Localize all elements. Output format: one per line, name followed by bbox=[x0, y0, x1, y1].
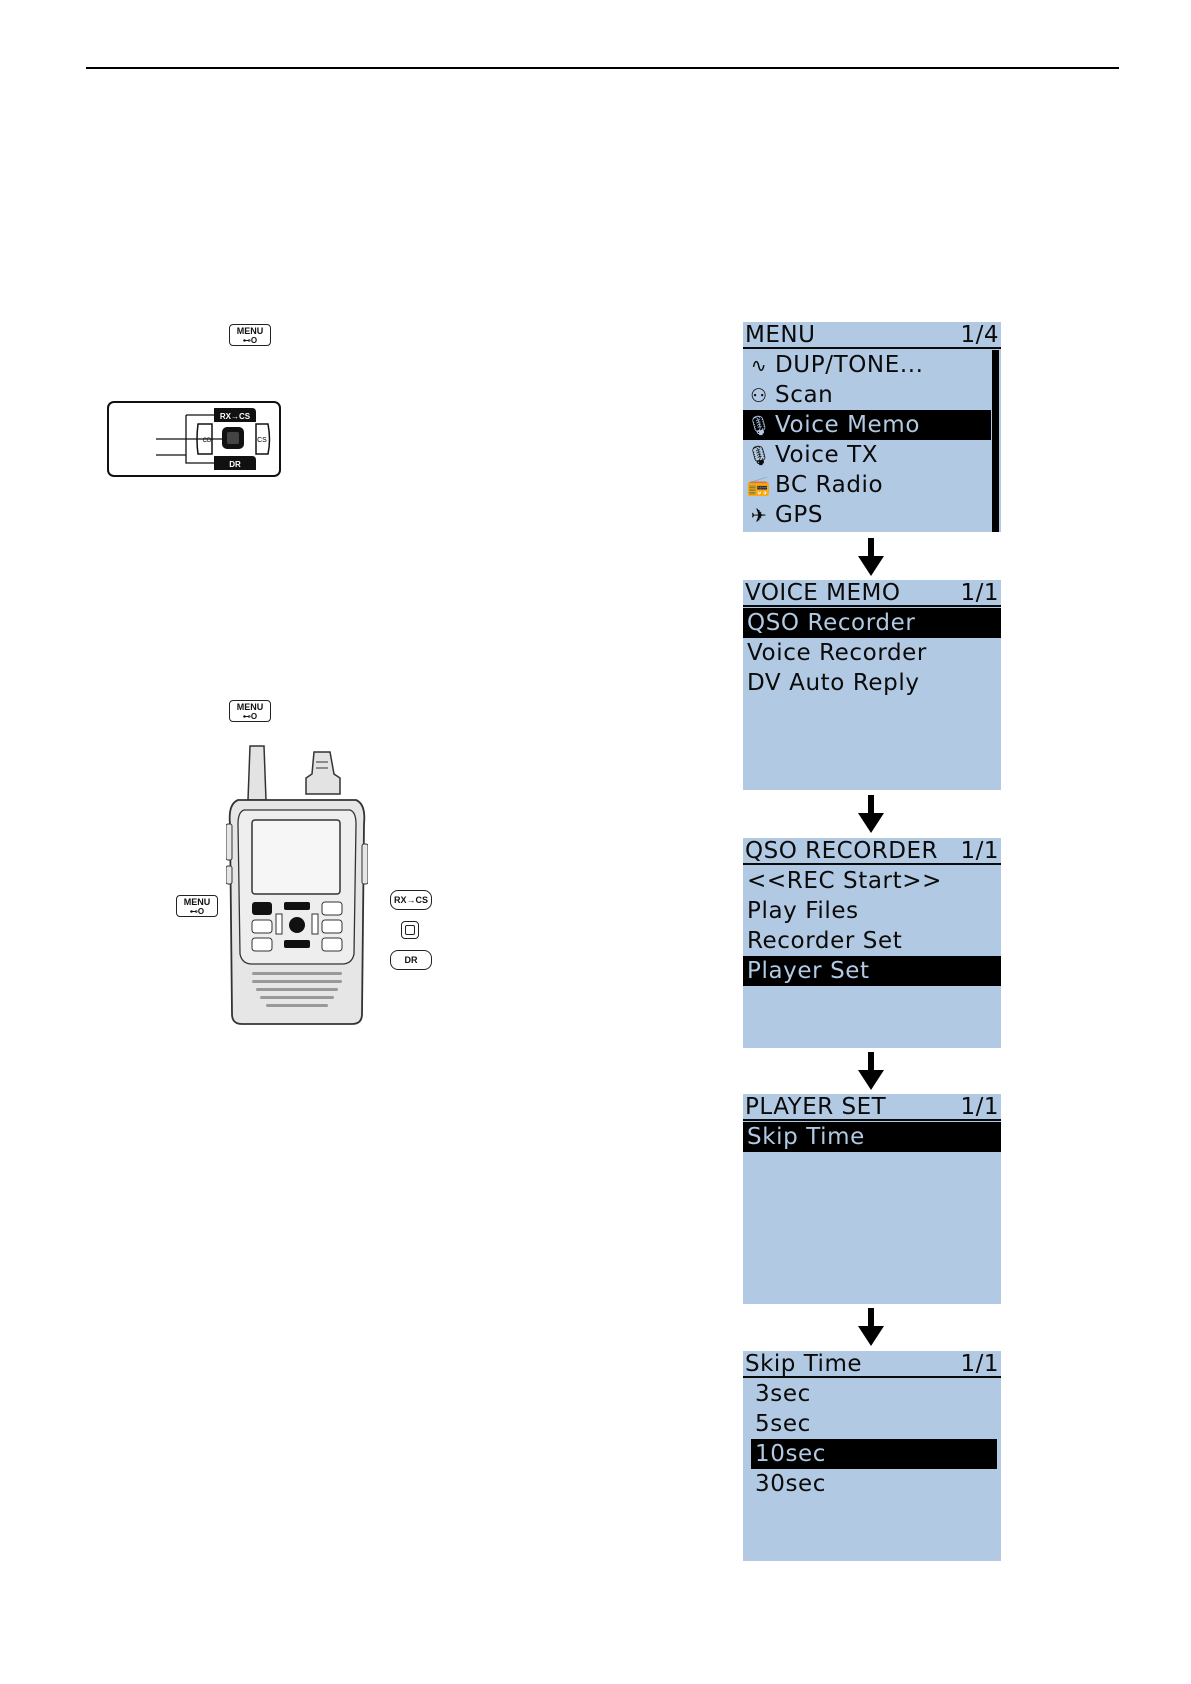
list-item-recorder-set[interactable] bbox=[743, 926, 1001, 956]
key-pad-illustration bbox=[106, 400, 282, 478]
menu-item-label: GPS bbox=[775, 502, 824, 528]
screen-title: MENU bbox=[745, 322, 816, 348]
menu-item-label: Voice Memo bbox=[775, 412, 920, 438]
list-item-player-set[interactable] bbox=[743, 956, 1001, 986]
menu-item-voice-tx[interactable] bbox=[743, 440, 991, 470]
menu-key-icon bbox=[229, 324, 271, 346]
scrollbar[interactable] bbox=[992, 350, 999, 532]
list-item-label: <<REC Start>> bbox=[747, 868, 942, 894]
menu-key-sublabel: ⊷O bbox=[242, 336, 258, 345]
menu-item-label: Voice TX bbox=[775, 442, 879, 468]
list-item-rec-start[interactable] bbox=[743, 866, 1001, 896]
list-item-label: Skip Time bbox=[747, 1124, 865, 1150]
list-item-qso-recorder[interactable] bbox=[743, 608, 1001, 638]
list-item-label: DV Auto Reply bbox=[747, 670, 920, 696]
list-item-label: QSO Recorder bbox=[747, 610, 916, 636]
menu-item-label: DUP/TONE... bbox=[775, 352, 924, 378]
screen-title: QSO RECORDER bbox=[745, 838, 938, 864]
page-indicator: 1/4 bbox=[960, 322, 999, 348]
menu-key-icon bbox=[229, 700, 271, 722]
dr-key-icon bbox=[390, 950, 432, 970]
menu-key-label: MENU bbox=[183, 897, 211, 907]
down-arrow-icon bbox=[856, 795, 886, 833]
screen-header bbox=[743, 580, 1001, 607]
voice-memo-screen bbox=[743, 580, 1001, 790]
screen-title: VOICE MEMO bbox=[745, 580, 901, 606]
option-10sec[interactable] bbox=[751, 1439, 997, 1469]
list-item-label: Player Set bbox=[747, 958, 870, 984]
list-item-label: Voice Recorder bbox=[747, 640, 927, 666]
top-rule bbox=[86, 67, 1119, 69]
pad-left-key-label: CD bbox=[202, 438, 212, 444]
screen-header bbox=[743, 1351, 1001, 1378]
rx-cs-key-icon bbox=[390, 890, 432, 910]
menu-key-label: MENU bbox=[236, 702, 264, 712]
skip-time-screen bbox=[743, 1351, 1001, 1561]
page-indicator: 1/1 bbox=[960, 1094, 999, 1120]
menu-key-icon bbox=[176, 895, 218, 917]
screen-header bbox=[743, 1094, 1001, 1121]
menu-screen bbox=[743, 322, 1001, 532]
center-key-icon bbox=[401, 921, 419, 939]
down-arrow-icon bbox=[856, 1308, 886, 1346]
menu-item-scan[interactable] bbox=[743, 380, 991, 410]
option-label: 30sec bbox=[755, 1471, 827, 1497]
pad-bottom-key-label: DR bbox=[229, 460, 241, 469]
rx-cs-key-label: RX→CS bbox=[393, 895, 428, 905]
down-arrow-icon bbox=[856, 1052, 886, 1090]
radio-transceiver-illustration bbox=[226, 744, 368, 1026]
qso-recorder-screen bbox=[743, 838, 1001, 1048]
microphone-tx-icon: 🎙 bbox=[746, 445, 772, 467]
list-item-skip-time[interactable] bbox=[743, 1122, 1001, 1152]
screen-title: PLAYER SET bbox=[745, 1094, 887, 1120]
pad-right-key-label: CS bbox=[257, 437, 267, 444]
screen-title: Skip Time bbox=[745, 1351, 863, 1377]
list-item-voice-recorder[interactable] bbox=[743, 638, 1001, 668]
option-label: 3sec bbox=[755, 1381, 811, 1407]
page-indicator: 1/1 bbox=[960, 1351, 999, 1377]
option-30sec[interactable] bbox=[751, 1469, 997, 1499]
radio-icon: 📻 bbox=[746, 475, 772, 497]
option-label: 10sec bbox=[755, 1441, 827, 1467]
page-indicator: 1/1 bbox=[960, 838, 999, 864]
list-item-play-files[interactable] bbox=[743, 896, 1001, 926]
menu-item-label: BC Radio bbox=[775, 472, 884, 498]
down-arrow-icon bbox=[856, 538, 886, 576]
screen-header bbox=[743, 322, 1001, 349]
satellite-icon: ✈ bbox=[750, 505, 768, 527]
player-set-screen bbox=[743, 1094, 1001, 1304]
menu-item-dup-tone[interactable] bbox=[743, 350, 991, 380]
menu-item-bc-radio[interactable] bbox=[743, 470, 991, 500]
dr-key-label: DR bbox=[404, 955, 418, 965]
list-item-label: Recorder Set bbox=[747, 928, 903, 954]
option-5sec[interactable] bbox=[751, 1409, 997, 1439]
screen-header bbox=[743, 838, 1001, 865]
menu-item-voice-memo[interactable] bbox=[743, 410, 991, 440]
microphone-icon: 🎙 bbox=[746, 415, 772, 437]
option-label: 5sec bbox=[755, 1411, 811, 1437]
list-item-dv-auto-reply[interactable] bbox=[743, 668, 1001, 698]
menu-item-gps[interactable] bbox=[743, 500, 991, 530]
pad-top-key-label: RX→CS bbox=[219, 412, 251, 421]
menu-key-sublabel: ⊷O bbox=[189, 907, 205, 916]
page-indicator: 1/1 bbox=[960, 580, 999, 606]
option-3sec[interactable] bbox=[751, 1379, 997, 1409]
menu-item-label: Scan bbox=[775, 382, 834, 408]
binoculars-icon: ⚇ bbox=[750, 385, 768, 407]
list-item-label: Play Files bbox=[747, 898, 859, 924]
menu-key-sublabel: ⊷O bbox=[242, 712, 258, 721]
menu-key-label: MENU bbox=[236, 326, 264, 336]
dup-tone-icon: ∿ bbox=[750, 355, 768, 377]
